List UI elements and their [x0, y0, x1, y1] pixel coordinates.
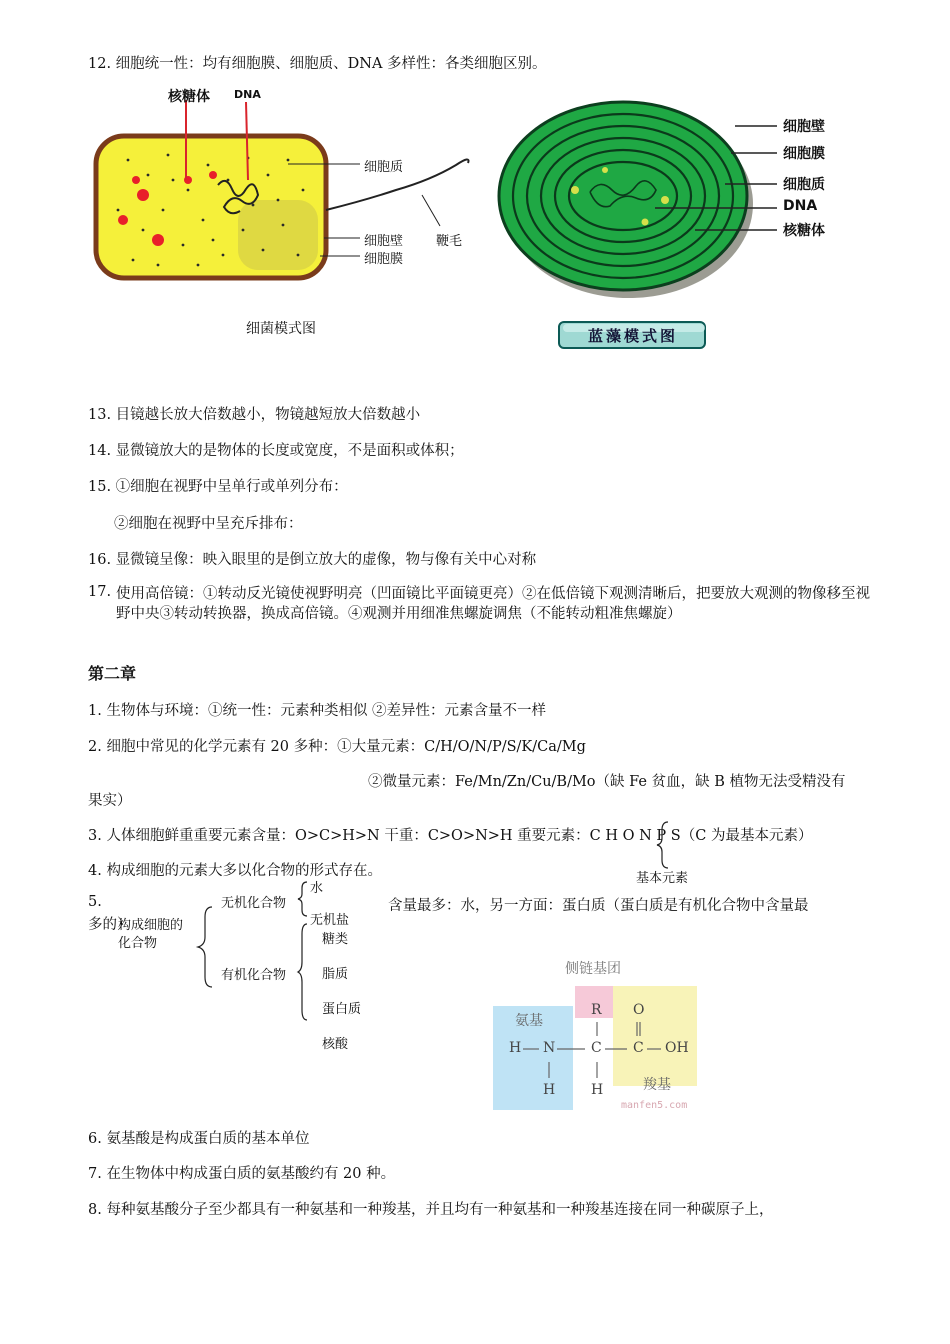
bacteria-wall-label: 细胞壁	[364, 234, 404, 249]
algae-dna-label: DNA	[783, 198, 818, 214]
tree-water: 水	[310, 881, 324, 896]
basic-elements-brace	[656, 820, 676, 870]
bacteria-drawing	[88, 80, 488, 350]
ch2-item-5-number: 5.	[88, 894, 102, 910]
atom-H-amino: H	[543, 1082, 556, 1098]
item-17-number: 17.	[88, 584, 112, 600]
bacteria-caption: 细菌模式图	[246, 321, 316, 337]
item-17: 使用高倍镜：①转动反光镜使视野明亮（凹面镜比平面镜更亮）②在低倍镜下观测清晰后，把要放大观测的物像移至视野中央③转动转换器，换成高倍镜。④观测并用细准焦螺旋调焦（不能转动粗准焦螺旋）	[116, 586, 870, 622]
atom-C-alpha: C	[591, 1040, 602, 1056]
ch2-item-3: 3. 人体细胞鲜重重要元素含量：O>C>H>N 干重：C>O>N>H 重要元素：C H O N P S（C 为最基本元素）	[88, 828, 813, 844]
item-15b: ②细胞在视野中呈充斥排布：	[114, 516, 303, 532]
item-16: 16. 显微镜呈像：映入眼里的是倒立放大的虚像，物与像有关中心对称	[88, 552, 537, 568]
amino-bonds	[493, 952, 713, 1114]
tree-brace-root	[196, 905, 216, 991]
ch2-item-2: 2. 细胞中常见的化学元素有 20 多种：①大量元素：C/H/O/N/P/S/K/Ca/Mg	[88, 739, 586, 755]
amino-group-label: 氨基	[515, 1013, 543, 1029]
ch2-item-5: 含量最多：水，另一方面：蛋白质（蛋白质是有机化合物中含量最	[388, 898, 809, 914]
tree-brace-inorganic	[296, 880, 310, 920]
tree-protein: 蛋白质	[322, 1002, 362, 1017]
atom-H-left: H	[509, 1040, 522, 1056]
atom-R: R	[591, 1002, 602, 1018]
ch2-item-2c: 果实）	[88, 793, 132, 809]
ch2-item-7: 7. 在生物体中构成蛋白质的氨基酸约有 20 种。	[88, 1166, 396, 1182]
cyanobacteria-diagram	[495, 100, 855, 360]
watermark: manfen5.com	[621, 1100, 688, 1111]
item-12: 12. 细胞统一性：均有细胞膜、细胞质、DNA 多样性：各类细胞区别。	[88, 56, 547, 72]
sidechain-label: 侧链基团	[565, 961, 621, 977]
tree-organic: 有机化合物	[221, 968, 287, 983]
tree-root: 构成细胞的 化合物	[118, 918, 184, 951]
ch2-item-8: 8. 每种氨基酸分子至少都具有一种氨基和一种羧基，并且均有一种氨基和一种羧基连接在同一种碳原子上，	[88, 1202, 774, 1218]
atom-O: O	[633, 1002, 645, 1018]
item-15: 15. ①细胞在视野中呈单行或单列分布：	[88, 479, 348, 495]
bacteria-cytoplasm-label: 细胞质	[364, 160, 404, 175]
ch2-item-6: 6. 氨基酸是构成蛋白质的基本单位	[88, 1131, 310, 1147]
bacteria-membrane-label: 细胞膜	[364, 252, 404, 267]
tree-lipid: 脂质	[322, 967, 349, 982]
amino-acid-diagram	[493, 952, 713, 1114]
bacteria-ribosome-label: 核糖体	[168, 89, 210, 105]
carboxyl-label: 羧基	[643, 1077, 671, 1093]
algae-ribosome-label: 核糖体	[783, 223, 825, 239]
tree-inorganic: 无机化合物	[221, 896, 287, 911]
tree-salt: 无机盐	[310, 913, 350, 928]
algae-wall-label: 细胞壁	[783, 119, 825, 135]
basic-elements-note: 基本元素	[636, 871, 689, 886]
algae-membrane-label: 细胞膜	[783, 146, 825, 162]
atom-C-carboxyl: C	[633, 1040, 644, 1056]
item-13: 13. 目镜越长放大倍数越小，物镜越短放大倍数越小	[88, 407, 421, 423]
tree-sugar: 糖类	[322, 932, 349, 947]
bacteria-diagram	[88, 80, 488, 350]
ch2-item-5b: 多的）	[88, 917, 132, 933]
atom-OH: OH	[665, 1040, 689, 1056]
atom-N: N	[543, 1040, 556, 1056]
atom-H-alpha: H	[591, 1082, 604, 1098]
bacteria-flagellum-label: 鞭毛	[436, 234, 463, 249]
bacteria-dna-label: DNA	[234, 88, 261, 101]
item-14: 14. 显微镜放大的是物体的长度或宽度，不是面积或体积；	[88, 443, 464, 459]
tree-brace-organic	[296, 922, 310, 1022]
tree-nucleic: 核酸	[322, 1037, 349, 1052]
ch2-item-1: 1. 生物体与环境：①统一性：元素种类相似 ②差异性：元素含量不一样	[88, 703, 547, 719]
algae-cytoplasm-label: 细胞质	[783, 177, 825, 193]
ch2-item-2b: ②微量元素：Fe/Mn/Zn/Cu/B/Mo（缺 Fe 贫血，缺 B 植物无法受精没有	[368, 774, 846, 790]
ch2-item-4: 4. 构成细胞的元素大多以化合物的形式存在。	[88, 863, 382, 879]
chapter-2-title: 第二章	[88, 664, 137, 683]
algae-caption: 蓝藻模式图	[587, 327, 678, 345]
